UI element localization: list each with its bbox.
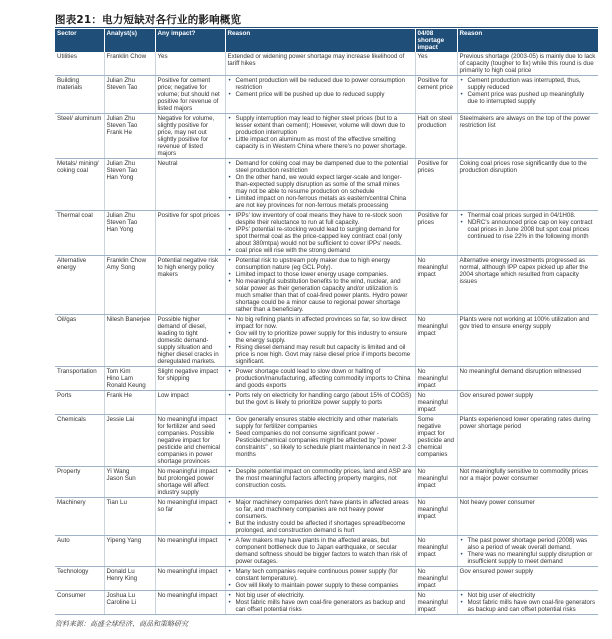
cell-shortage-impact: No meaningful impact bbox=[415, 498, 457, 536]
table-body bbox=[55, 52, 598, 615]
cell-impact: Possible higher demand of diesel, leading to tight domestic demand-supply situation and higher diesel cracks in deregulated markets. bbox=[155, 315, 225, 367]
bullet-list bbox=[228, 368, 413, 389]
cell-shortage-impact: No meaningful impact bbox=[415, 591, 457, 615]
cell-shortage-impact: No meaningful impact bbox=[415, 256, 457, 315]
cell-line: Ronald Keung bbox=[106, 382, 146, 389]
cell-text: Alternative energy investments progressed as normal, although IPP capex picked up after the 2004 shortage which resulted from capacity issues bbox=[459, 257, 589, 285]
sector-impact-table bbox=[55, 29, 598, 615]
cell-reason-2008 bbox=[457, 536, 598, 567]
bullet-list bbox=[228, 468, 413, 489]
cell-sector: Thermal coal bbox=[55, 211, 104, 256]
cell-reason-2008 bbox=[457, 315, 598, 367]
cell-line: Han Yong bbox=[106, 174, 134, 181]
cell-shortage-impact: No meaningful impact bbox=[415, 536, 457, 567]
bullet-list bbox=[228, 592, 413, 613]
cell-shortage-impact: Positive for prices bbox=[415, 159, 457, 211]
bullet-item: • Cement production will be reduced due to power consumption restriction bbox=[236, 77, 413, 91]
bullet-list bbox=[228, 316, 413, 365]
cell-reason bbox=[225, 159, 415, 211]
cell-analysts bbox=[104, 76, 155, 114]
cell-impact: No meaningful impact bbox=[155, 591, 225, 615]
cell-analysts bbox=[104, 567, 155, 591]
bullet-list bbox=[228, 392, 413, 406]
bullet-item: • NDRC's announced price cap on key contract coal prices in June 2008 but spot coal prices continued to rise 22% in the following month bbox=[468, 219, 597, 240]
bullet-item: • Not big user of electricity. bbox=[236, 592, 413, 599]
cell-reason bbox=[225, 391, 415, 415]
cell-analysts: Frank He bbox=[104, 391, 155, 415]
cell-sector: Property bbox=[55, 467, 104, 498]
cell-impact: Low impact bbox=[155, 391, 225, 415]
bullet-list bbox=[228, 568, 413, 589]
bullet-list bbox=[228, 212, 413, 254]
cell-line: Julian Zhu bbox=[106, 115, 136, 122]
cell-reason-2008 bbox=[457, 52, 598, 76]
bullet-item: • Demand for coking coal may be dampened due to the potential steel production restriction bbox=[236, 160, 413, 174]
table-row bbox=[55, 256, 598, 315]
cell-impact: Neutral bbox=[155, 159, 225, 211]
bullet-item: • A few makers may have plants in the affected areas, but component bottleneck due to Japan earthquake, or secular demand softness should be bigger factors to watch than risk of power outages. bbox=[236, 537, 413, 565]
bullet-item: • Power shortage could lead to slow down or halting of production/manufacturing, affecting commodity imports to China and goods exports bbox=[236, 368, 413, 389]
cell-analysts: Tian Lu bbox=[104, 498, 155, 536]
cell-reason-2008 bbox=[457, 591, 598, 615]
table-row bbox=[55, 76, 598, 114]
cell-impact: Potential negative risk to high energy policy makers bbox=[155, 256, 225, 315]
cell-text: Not meaningfully sensitive to commodity prices nor a major power consumer bbox=[459, 468, 589, 482]
cell-reason-2008 bbox=[457, 76, 598, 114]
cell-reason-2008 bbox=[457, 498, 598, 536]
bullet-item: • Gov generally ensures stable electricity and other materials supply for fertilizer companies bbox=[236, 416, 413, 430]
bullet-list bbox=[460, 592, 597, 613]
table-row bbox=[55, 114, 598, 159]
cell-sector: Ports bbox=[55, 391, 104, 415]
cell-reason bbox=[225, 591, 415, 615]
table-row bbox=[55, 315, 598, 367]
cell-shortage-impact: Some negative impact for pesticide and chemical companies bbox=[415, 415, 457, 467]
cell-analysts: Jessie Lai bbox=[104, 415, 155, 467]
col-header-sector: Sector bbox=[55, 29, 104, 52]
bullet-item: • Cement price was pushed up meaningfully due to interrupted supply bbox=[468, 91, 597, 105]
bullet-list bbox=[228, 160, 413, 209]
bullet-item: • Limited impact on non-ferrous metals as eastern/central China are not key provinces for non-ferrous metals processing bbox=[236, 195, 413, 209]
cell-line: Donald Lu bbox=[106, 568, 135, 575]
cell-text: Plants were not working at 100% utilization and gov tried to ensure energy supply bbox=[459, 316, 590, 330]
bullet-item: • Not big user of electricity bbox=[468, 592, 597, 599]
cell-reason-2008 bbox=[457, 567, 598, 591]
bullet-item: • On the other hand, we would expect larger-scale and longer-than-expected supply disruption as some of the small mines may not be able to resume production on schedule bbox=[236, 174, 413, 195]
bullet-list bbox=[228, 537, 413, 565]
bullet-item: • Gov will try to prioritize power supply for this industry to ensure the energy supply. bbox=[236, 330, 413, 344]
cell-sector: Metals/ mining/ coking coal bbox=[55, 159, 104, 211]
cell-analysts bbox=[104, 159, 155, 211]
bullet-list bbox=[460, 77, 597, 105]
cell-sector: Chemicals bbox=[55, 415, 104, 467]
cell-shortage-impact: Halt on steel production bbox=[415, 114, 457, 159]
cell-reason bbox=[225, 76, 415, 114]
cell-impact: No meaningful impact but prolonged power shortage will affect industry supply bbox=[155, 467, 225, 498]
cell-impact: No meaningful impact bbox=[155, 536, 225, 567]
bullet-item: • Limited impact to those lower energy usage companies. bbox=[236, 271, 413, 278]
cell-analysts: Nilesh Banerjee bbox=[104, 315, 155, 367]
cell-sector: Building materials bbox=[55, 76, 104, 114]
cell-sector: Oil/gas bbox=[55, 315, 104, 367]
source-note: 资料来源：高盛全球经济、商品和策略研究 bbox=[55, 620, 188, 628]
cell-text: Gov ensured power supply bbox=[459, 392, 534, 399]
cell-line: Henry King bbox=[106, 575, 138, 582]
bullet-item: • But the industry could be affected if shortages spread/become prolonged, and construction demand is hurt bbox=[236, 520, 413, 534]
bullet-list bbox=[460, 537, 597, 565]
bullet-item: • Supply interruption may lead to higher steel prices (but to a lesser extent than cement); However, volume will down due to production interruption bbox=[236, 115, 413, 136]
bullet-item: • Seed companies do not consume significant power - Pesticide/chemical companies might be affected by "power constraints" , so likely to schedule plant maintenance in next 2-3 months bbox=[236, 430, 413, 458]
cell-reason-2008 bbox=[457, 211, 598, 256]
cell-text: Previous shortage (2003-05) is mainly due to lack of capacity (tougher to fix) while this round is due primarily to high coal price bbox=[459, 53, 596, 74]
cell-impact: Positive for cement price; negative for volume; but should net positive for revenue of listed majors bbox=[155, 76, 225, 114]
bullet-item: • Little impact on aluminum as most of the effective smelting capacity is in Western China where there's no power shortage. bbox=[236, 136, 413, 150]
bullet-item: • Cement price will be pushed up due to reduced supply bbox=[236, 91, 413, 98]
bullet-item: • Cement production was interrupted, thus, supply reduced bbox=[468, 77, 597, 91]
cell-line: Frank He bbox=[106, 129, 132, 136]
cell-impact: No meaningful impact bbox=[155, 567, 225, 591]
cell-shortage-impact: No meaningful impact bbox=[415, 315, 457, 367]
col-header-shortage-impact: 04/08 shortage impact bbox=[415, 29, 457, 52]
cell-sector: Auto bbox=[55, 536, 104, 567]
cell-line: Yi Wang bbox=[106, 468, 130, 475]
cell-shortage-impact: Positive for prices bbox=[415, 211, 457, 256]
bullet-list bbox=[460, 212, 597, 240]
table-row bbox=[55, 536, 598, 567]
cell-analysts bbox=[104, 591, 155, 615]
bullet-item: • Despite potential impact on commodity prices, land and ASP are the most meaningful factors affecting property margins, not construction costs. bbox=[236, 468, 413, 489]
bullet-item: • Ports rely on electricity for handling cargo (about 15% of COGS) but the govt is likely to prioritize power supply to ports bbox=[236, 392, 413, 406]
cell-reason bbox=[225, 415, 415, 467]
cell-analysts bbox=[104, 467, 155, 498]
cell-reason bbox=[225, 536, 415, 567]
cell-reason-2008 bbox=[457, 467, 598, 498]
cell-shortage-impact: Positive for cement price bbox=[415, 76, 457, 114]
cell-analysts bbox=[104, 114, 155, 159]
cell-reason-2008 bbox=[457, 159, 598, 211]
cell-impact: Slight negative impact for shipping bbox=[155, 367, 225, 391]
figure-title: 图表21：电力短缺对各行业的影响概览 bbox=[55, 14, 242, 26]
col-header-impact: Any impact? bbox=[155, 29, 225, 52]
cell-reason bbox=[225, 498, 415, 536]
col-header-analysts: Analyst(s) bbox=[104, 29, 155, 52]
cell-impact: Negative for volume, slightly positive for price, may net out slightly positive for revenue of listed majors bbox=[155, 114, 225, 159]
cell-impact: No meaningful impact so far bbox=[155, 498, 225, 536]
cell-reason bbox=[225, 567, 415, 591]
table-row bbox=[55, 498, 598, 536]
cell-sector: Transportation bbox=[55, 367, 104, 391]
table-header-row bbox=[55, 29, 598, 52]
cell-line: Jason Sun bbox=[106, 475, 136, 482]
cell-line: Han Yong bbox=[106, 226, 134, 233]
cell-line: Amy Song bbox=[106, 264, 136, 271]
table-row bbox=[55, 467, 598, 498]
cell-line: Steven Tao bbox=[106, 84, 138, 91]
cell-shortage-impact: No meaningful impact bbox=[415, 567, 457, 591]
cell-reason bbox=[225, 367, 415, 391]
cell-sector: Machinery bbox=[55, 498, 104, 536]
cell-line: Steven Tao bbox=[106, 122, 138, 129]
cell-reason bbox=[225, 256, 415, 315]
cell-text: No meaningful demand disruption witnessed bbox=[459, 368, 582, 375]
cell-analysts: Franklin Chow bbox=[104, 52, 155, 76]
bullet-item: • Most fabric mills have own coal-fire generators as backup and can offset potential risks bbox=[468, 599, 597, 613]
cell-shortage-impact: Yes bbox=[415, 52, 457, 76]
bullet-item: • No meaningful substitution benefits to the wind, nuclear, and solar power as their generation capacity and/or utilization is much smaller than that of coal-fired power plants. Hydro power shortage could be a minor cause to regional power shortage rather than a beneficiary. bbox=[236, 278, 413, 313]
cell-text: Not heavy power consumer bbox=[459, 499, 535, 506]
table-row bbox=[55, 367, 598, 391]
cell-line: Steven Tao bbox=[106, 167, 138, 174]
cell-reason bbox=[225, 211, 415, 256]
cell-impact: Positive for spot prices bbox=[155, 211, 225, 256]
table-row bbox=[55, 591, 598, 615]
cell-sector: Alternative energy bbox=[55, 256, 104, 315]
bullet-item: • Most fabric mills have own coal-fire generators as backup and can offset potential risks bbox=[236, 599, 413, 613]
bullet-list bbox=[228, 416, 413, 458]
cell-reason-2008 bbox=[457, 391, 598, 415]
cell-reason-2008 bbox=[457, 256, 598, 315]
cell-text: Steelmakers are always on the top of the power restriction list bbox=[459, 115, 591, 129]
cell-reason bbox=[225, 315, 415, 367]
col-header-reason-2008: Reason bbox=[457, 29, 598, 52]
bullet-item: • Many tech companies require continuous power supply (for constant temperature). bbox=[236, 568, 413, 582]
cell-reason bbox=[225, 52, 415, 76]
bullet-item: • No big refining plants in affected provinces so far, so low direct impact for now. bbox=[236, 316, 413, 330]
cell-text: Gov ensured power supply bbox=[459, 568, 534, 575]
cell-impact: Yes bbox=[155, 52, 225, 76]
bullet-item: • Potential risk to upstream poly maker due to high energy consumption nature (eg GCL Poly). bbox=[236, 257, 413, 271]
cell-reason bbox=[225, 114, 415, 159]
bullet-item: • Rising diesel demand may result but capacity is limited and oil price is now high. Govt may raise diesel price if imports become significant. bbox=[236, 344, 413, 365]
cell-line: Joshua Lu bbox=[106, 592, 136, 599]
title-rule bbox=[55, 27, 598, 28]
bullet-item: • IPPs' low inventory of coal means they have to re-stock soon despite their reluctance to run at full capacity. bbox=[236, 212, 413, 226]
cell-analysts: Yipeng Yang bbox=[104, 536, 155, 567]
table-row bbox=[55, 391, 598, 415]
bullet-item: • The past power shortage period (2008) was also a period of weak overall demand. bbox=[468, 537, 597, 551]
cell-impact: No meaningful impact for fertilizer and seed companies. Possible negative impact for pesticide and chemical companies in power shortage provinces bbox=[155, 415, 225, 467]
cell-line: Julian Zhu bbox=[106, 160, 136, 167]
cell-sector: Technology bbox=[55, 567, 104, 591]
bullet-list bbox=[228, 115, 413, 150]
cell-line: Julian Zhu bbox=[106, 77, 136, 84]
cell-reason bbox=[225, 467, 415, 498]
cell-reason-2008 bbox=[457, 367, 598, 391]
col-header-reason: Reason bbox=[225, 29, 415, 52]
bullet-item: • Thermal coal prices surged in 04/1H08. bbox=[468, 212, 597, 219]
table-row bbox=[55, 159, 598, 211]
cell-text: Plants experienced lower operating rates during power shortage period bbox=[459, 416, 591, 430]
bullet-list bbox=[228, 499, 413, 534]
cell-analysts bbox=[104, 211, 155, 256]
bullet-list bbox=[228, 257, 413, 313]
table-row bbox=[55, 415, 598, 467]
cell-reason-2008 bbox=[457, 114, 598, 159]
cell-shortage-impact: No meaningful impact bbox=[415, 391, 457, 415]
bullet-item: • There was no meaningful supply disruption or insufficient supply to meet demand bbox=[468, 551, 597, 565]
cell-sector: Steel/ aluminum bbox=[55, 114, 104, 159]
cell-shortage-impact: No meaningful impact bbox=[415, 367, 457, 391]
bullet-list bbox=[228, 77, 413, 98]
cell-analysts bbox=[104, 256, 155, 315]
cell-line: Steven Tao bbox=[106, 219, 138, 226]
cell-line: Tom Kim bbox=[106, 368, 131, 375]
cell-reason-2008 bbox=[457, 415, 598, 467]
cell-text: Extended or widening power shortage may increase likelihood of tariff hikes bbox=[227, 53, 405, 67]
cell-line: Franklin Chow bbox=[106, 257, 147, 264]
cell-text: Coking coal prices rose significantly due to the production disruption bbox=[459, 160, 587, 174]
cell-sector: Consumer bbox=[55, 591, 104, 615]
cell-sector: Utilities bbox=[55, 52, 104, 76]
bullet-item: • Gov will likely to maintain power supply to these companies bbox=[236, 582, 413, 589]
cell-analysts bbox=[104, 367, 155, 391]
bullet-item: • IPPs' potential re-stocking would lead to surging demand for spot thermal coal as the price-capped key contract coal (only about 380mtpa) would not be sufficient to cover IPPs' needs. bbox=[236, 226, 413, 247]
table-row bbox=[55, 567, 598, 591]
bullet-item: • coal price will rise with the strong demand bbox=[236, 247, 413, 254]
table-row bbox=[55, 211, 598, 256]
table-row bbox=[55, 52, 598, 76]
cell-line: Hino Lam bbox=[106, 375, 133, 382]
cell-line: Caroline Li bbox=[106, 599, 137, 606]
cell-line: Julian Zhu bbox=[106, 212, 136, 219]
cell-shortage-impact: No meaningful impact bbox=[415, 467, 457, 498]
bullet-item: • Major machinery companies don't have plants in affected areas so far, and machinery companies are not heavy power consumers. bbox=[236, 499, 413, 520]
